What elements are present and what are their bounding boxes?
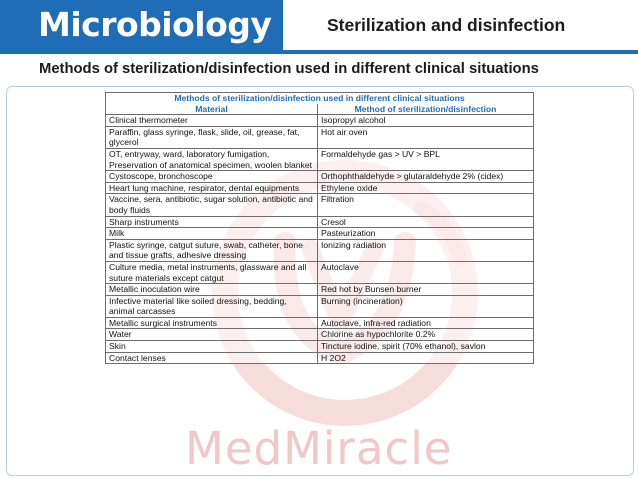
sterilization-methods-table (105, 92, 534, 364)
table-row (106, 228, 534, 240)
material-cell: Metallic surgical instruments (106, 317, 318, 329)
header-title: Microbiology (38, 5, 272, 44)
table-row (106, 317, 534, 329)
header-divider (0, 52, 638, 54)
table-row (106, 194, 534, 216)
method-cell: Burning (incineration) (318, 295, 534, 317)
header-topic-bar (283, 0, 638, 52)
slide-subtitle: Methods of sterilization/disinfection used in different clinical situations (39, 61, 539, 77)
material-cell: OT, entryway, ward, laboratory fumigation, Preservation of anatomical specimen, woolen blanket (106, 148, 318, 170)
material-cell: Clinical thermometer (106, 115, 318, 127)
table-row (106, 329, 534, 341)
table-row (106, 171, 534, 183)
column-header-material: Material (106, 104, 318, 115)
method-cell: Filtration (318, 194, 534, 216)
material-cell: Cystoscope, bronchoscope (106, 171, 318, 183)
method-cell: Autoclave (318, 261, 534, 283)
material-cell: Water (106, 329, 318, 341)
method-cell: Pasteurization (318, 228, 534, 240)
table-header-row (106, 104, 534, 115)
method-cell: Isopropyl alcohol (318, 115, 534, 127)
material-cell: Metallic inoculation wire (106, 284, 318, 296)
table-row (106, 216, 534, 228)
material-cell: Plastic syringe, catgut suture, swab, catheter, bone and tissue grafts, adhesive dressing (106, 239, 318, 261)
table-row (106, 239, 534, 261)
table-body (106, 115, 534, 364)
material-cell: Culture media, metal instruments, glassware and all suture materials except catgut (106, 261, 318, 283)
table-row (106, 352, 534, 364)
material-cell: Contact lenses (106, 352, 318, 364)
material-cell: Paraffin, glass syringe, flask, slide, oil, grease, fat, glycerol (106, 126, 318, 148)
watermark-text: MedMiracle (185, 422, 453, 475)
method-cell: Formaldehyde gas > UV > BPL (318, 148, 534, 170)
table-row (106, 126, 534, 148)
method-cell: H 2O2 (318, 352, 534, 364)
method-cell: Chlorine as hypochlorite 0.2% (318, 329, 534, 341)
method-cell: Tincture iodine, spirit (70% ethanol), savlon (318, 341, 534, 353)
table-row (106, 148, 534, 170)
material-cell: Vaccine, sera, antibiotic, sugar solution, antibiotic and body fluids (106, 194, 318, 216)
method-cell: Ethylene oxide (318, 182, 534, 194)
method-cell: Cresol (318, 216, 534, 228)
method-cell: Orthophthaldehyde > glutaraldehyde 2% (cidex) (318, 171, 534, 183)
method-cell: Autoclave, infra-red radiation (318, 317, 534, 329)
table-row (106, 295, 534, 317)
method-cell: Ionizing radiation (318, 239, 534, 261)
material-cell: Infective material like soiled dressing, bedding, animal carcasses (106, 295, 318, 317)
column-header-method: Method of sterilization/disinfection (318, 104, 534, 115)
table-row (106, 284, 534, 296)
table-row (106, 115, 534, 127)
material-cell: Milk (106, 228, 318, 240)
table-row (106, 341, 534, 353)
method-cell: Hot air oven (318, 126, 534, 148)
header-topic: Sterilization and disinfection (327, 15, 566, 35)
header-title-bar (0, 0, 283, 52)
method-cell: Red hot by Bunsen burner (318, 284, 534, 296)
table-caption: Methods of sterilization/disinfection used in different clinical situations (106, 93, 534, 104)
table-row (106, 182, 534, 194)
table-row (106, 261, 534, 283)
material-cell: Sharp instruments (106, 216, 318, 228)
material-cell: Heart lung machine, respirator, dental equipments (106, 182, 318, 194)
table-caption-row (106, 93, 534, 104)
material-cell: Skin (106, 341, 318, 353)
